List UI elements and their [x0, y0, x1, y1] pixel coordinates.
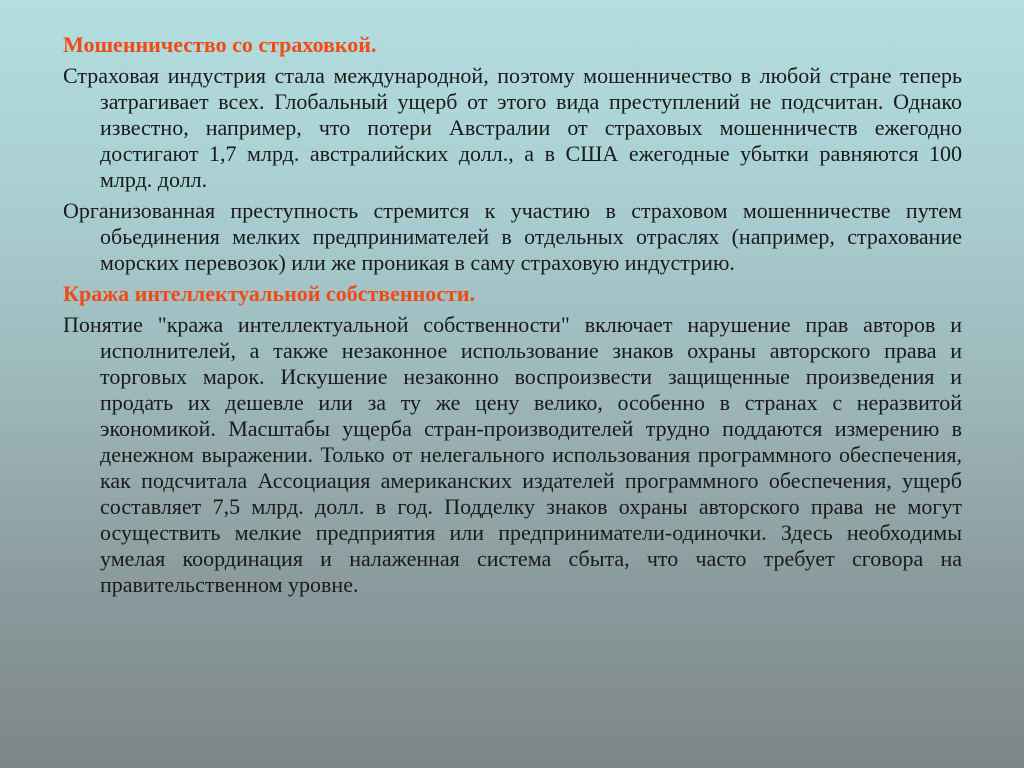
- paragraph-insurance-industry: Страховая индустрия стала международной, поэтому мошенничество в любой стране теперь затрагивает всех. Глобальный ущерб от этого вида преступлений не подсчитан. Однако известно, например, что потери Австралии от страховых мошенничеств ежегодно достигают 1,7 млрд. австралийских долл., а в США ежегодные убытки равняются 100 млрд. долл.: [63, 63, 962, 192]
- section-heading-ip-theft: Кража интеллектуальной собственности.: [63, 281, 476, 306]
- section-heading-insurance-fraud: Мошенничество со страховкой.: [63, 32, 377, 57]
- paragraph-organized-crime: Организованная преступность стремится к участию в страховом мошенничестве путем обьединения мелких предпринимателей в отдельных отраслях (например, страхование морских перевозок) или же проникая в саму страховую индустрию.: [63, 198, 962, 275]
- paragraph-ip-theft: Понятие "кража интеллектуальной собственности" включает нарушение прав авторов и исполнителей, а также незаконное использование знаков охраны авторского права и торговых марок. Искушение незаконно воспроизвести защищенные произведения и продать их дешевле или за ту же цену велико, особенно в странах с неразвитой экономикой. Масштабы ущерба стран-производителей трудно поддаются измерению в денежном выражении. Только от нелегального использования программного обеспечения, как подсчитала Ассоциация американских издателей программного обеспечения, ущерб составляет 7,5 млрд. долл. в год. Подделку знаков охраны авторского права не могут осуществить мелкие предприятия или предприниматели-одиночки. Здесь необходимы умелая координация и налаженная система сбыта, что часто требует сговора на правительственном уровне.: [63, 312, 962, 597]
- slide-content: [63, 32, 962, 603]
